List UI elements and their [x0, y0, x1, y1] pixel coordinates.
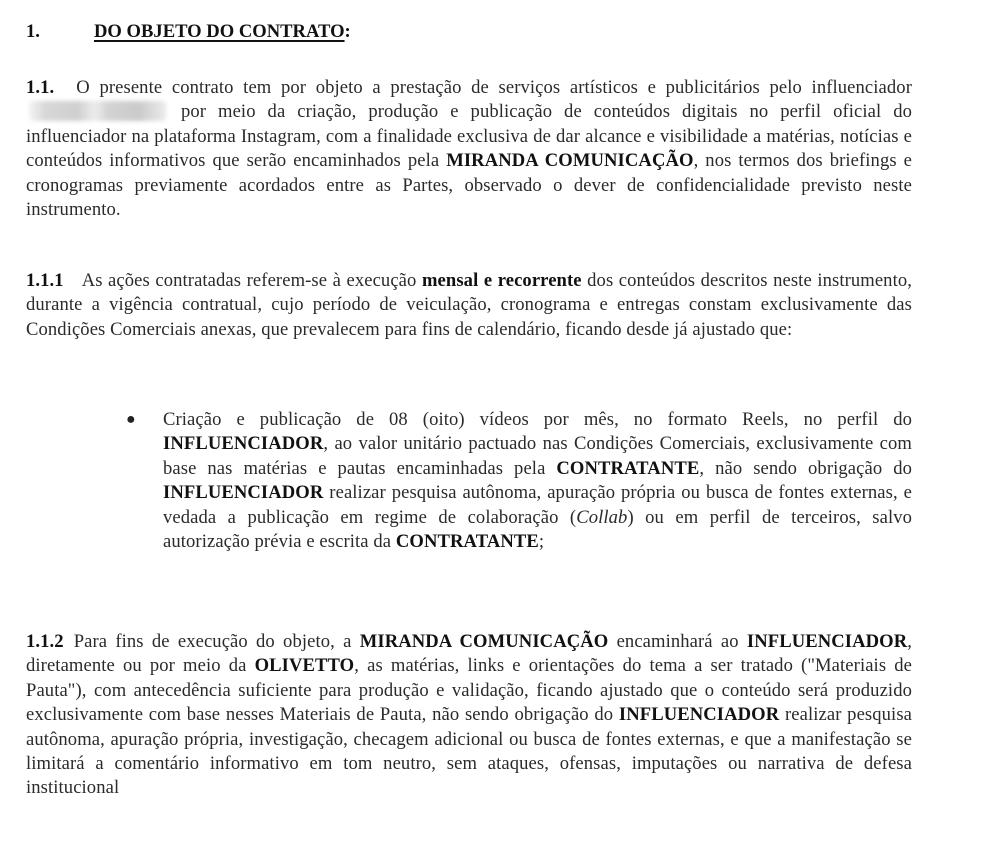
party-name-contratante: CONTRATANTE — [556, 457, 700, 479]
clause-text: , as matérias, links e orientações do tema a ser tratado ("Materiais de Pauta"), com antecedência suficiente para produção e validação, ficando ajustado que o conteúdo será produzido exclusivamente com base nesses Materiais de Pauta, não sendo obrigação do — [26, 655, 913, 726]
italic-collab: Collab — [576, 506, 628, 528]
clause-text: Para fins de execução do objeto, a — [73, 631, 352, 652]
clause-1-1 — [26, 76, 912, 222]
party-name-influenciador: INFLUENCIADOR — [746, 631, 908, 652]
clause-text: , diretamente ou por meio da — [26, 631, 913, 677]
clause-text: realizar pesquisa autônoma, apuração própria, investigação, checagem adicional ou busca de fontes externas, e que a manifestação se limitará a comentário informativo em tom neutro, sem ataques, ofensas, imputações ou narrativa de defesa institucional — [26, 704, 913, 799]
section-title: DO OBJETO DO CONTRATO — [94, 21, 345, 42]
section-number: 1. — [26, 21, 40, 42]
party-name-contratante: CONTRATANTE — [395, 531, 539, 553]
section-title-colon: : — [344, 21, 351, 42]
clause-label: 1.1. — [26, 77, 55, 98]
bullet-text: ) ou em perfil de terceiros, salvo autorização prévia e escrita da — [163, 506, 913, 553]
clause-1-1-1 — [26, 269, 912, 342]
party-name-miranda: MIRANDA COMUNICAÇÃO — [359, 631, 609, 652]
party-name-olivetto: OLIVETTO — [254, 655, 355, 677]
bullet-text: realizar pesquisa autônoma, apuração própria ou busca de fontes externas, e vedada a publicação em regime de colaboração ( — [163, 482, 912, 528]
emphasis-mensal-recorrente: mensal e recorrente — [421, 270, 582, 291]
party-name-influenciador: INFLUENCIADOR — [618, 704, 780, 726]
party-name-miranda: MIRANDA COMUNICAÇÃO — [446, 150, 694, 172]
clause-1-1-2 — [26, 630, 912, 801]
party-name-influenciador: INFLUENCIADOR — [163, 433, 324, 455]
bullet-text: Criação e publicação de 08 (oito) vídeos por mês, no formato Reels, no perfil do — [163, 409, 912, 430]
bullet-item — [126, 408, 913, 554]
clause-text: encaminhará ao — [616, 631, 739, 652]
bullet-text: ; — [538, 531, 545, 553]
bullet-text: , não sendo obrigação do — [699, 457, 912, 479]
bullet-text: , ao valor unitário pactuado nas Condições Comerciais, exclusivamente com base nas matérias e pautas encaminhadas pela — [163, 433, 912, 479]
bullet-icon: ● — [126, 411, 136, 428]
clause-text: por meio da criação, produção e publicação de conteúdos digitais no perfil oficial do influenciador na plataforma Instagram, com a finalidade exclusiva de dar alcance e visibilidade a matérias, notícias e conteúdos informativos que serão encaminhados pela — [26, 101, 913, 172]
clause-text: dos conteúdos descritos neste instrumento, durante a vigência contratual, cujo período de veiculação, cronograma e entregas constam exclusivamente das Condições Comerciais anexas, que prevalecem para fins de calendário, ficando desde já ajustado que: — [26, 270, 912, 340]
clause-text: As ações contratadas referem-se à execução — [81, 270, 417, 291]
clause-label: 1.1.1 — [26, 270, 64, 291]
clause-label: 1.1.2 — [26, 631, 64, 652]
redacted-name-blur — [29, 101, 166, 121]
clause-text: , nos termos dos briefings e cronogramas previamente acordados entre as Partes, observado o dever de confidencialidade previsto neste instrumento. — [26, 150, 913, 221]
section-heading — [26, 21, 351, 43]
party-name-influenciador: INFLUENCIADOR — [163, 482, 324, 504]
clause-text: O presente contrato tem por objeto a prestação de serviços artísticos e publicitários pelo influenciador — [76, 77, 912, 98]
